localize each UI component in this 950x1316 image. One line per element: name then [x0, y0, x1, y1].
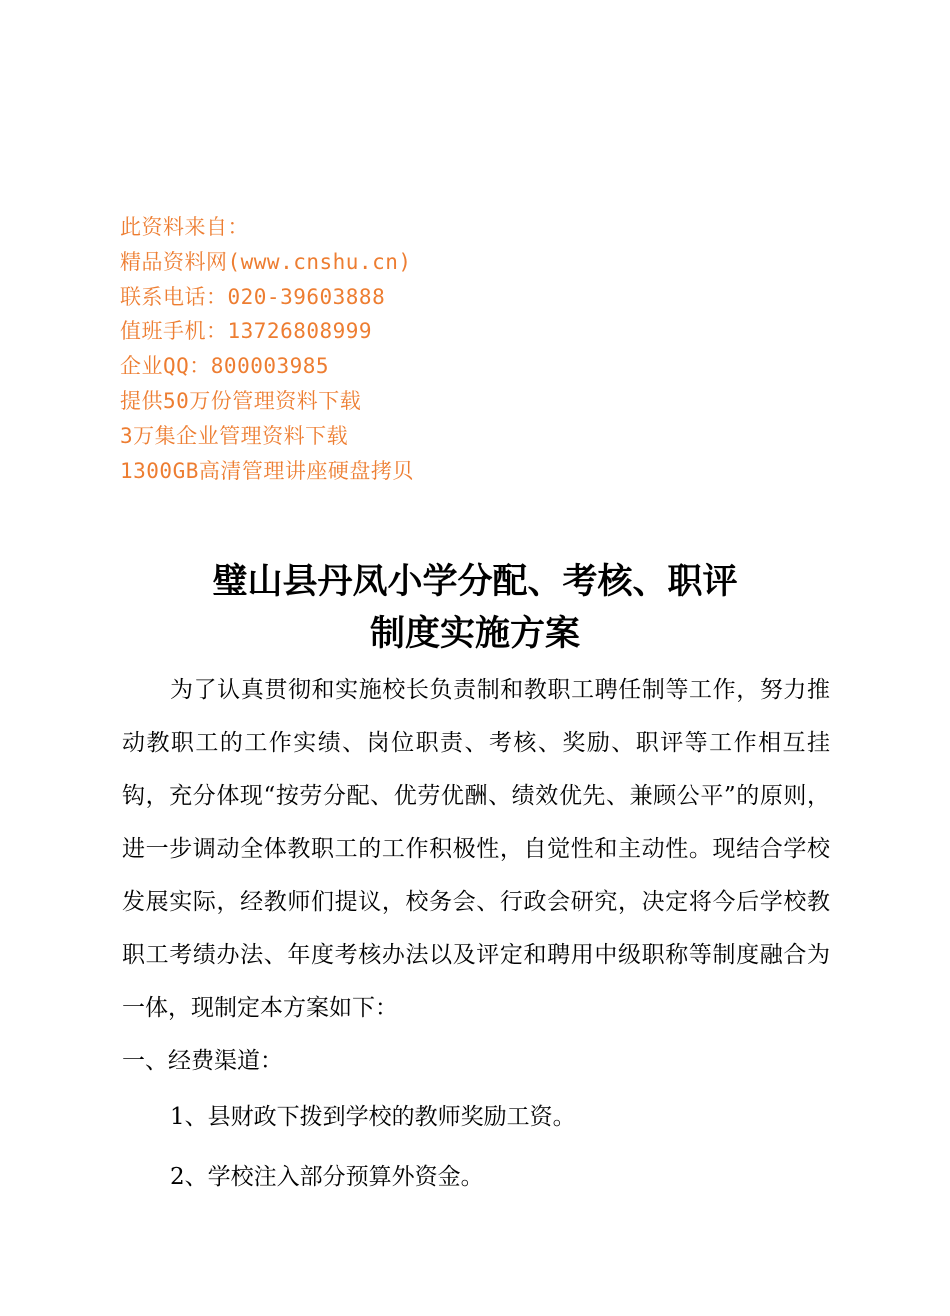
title-line-2: 制度实施方案: [369, 613, 580, 654]
source-line-website: 精品资料网(www.cnshu.cn): [120, 249, 412, 274]
section-heading-funding: 一、经费渠道：: [122, 1048, 283, 1074]
funding-item-1: 1、县财政下拨到学校的教师奖励工资。: [170, 1104, 576, 1130]
source-line-mobile: 值班手机：13726808999: [120, 319, 373, 344]
source-info-block: [120, 210, 820, 488]
title-line-1: 璧山县丹凤小学分配、考核、职评: [212, 561, 738, 602]
source-line-qq: 企业QQ：800003985: [120, 354, 330, 379]
document-title: [0, 556, 950, 660]
source-line-offer-1: 提供50万份管理资料下载: [120, 388, 362, 413]
funding-item-2: 2、学校注入部分预算外资金。: [170, 1164, 484, 1190]
source-line-phone: 联系电话：020-39603888: [120, 284, 386, 309]
source-line-offer-2: 3万集企业管理资料下载: [120, 423, 349, 448]
intro-paragraph: 为了认真贯彻和实施校长负责制和教职工聘任制等工作，努力推动教职工的工作实绩、岗位职责、考核、奖励、职评等工作相互挂钩，充分体现“按劳分配、优劳优酬、绩效优先、兼顾公平”的原则，进一步调动全体教职工的工作积极性，自觉性和主动性。现结合学校发展实际，经教师们提议，校务会、行政会研究，决定将今后学校教职工考绩办法、年度考核办法以及评定和聘用中级职称等制度融合为一体，现制定本方案如下：: [122, 677, 830, 1021]
source-line-offer-3: 1300GB高清管理讲座硬盘拷贝: [120, 458, 414, 483]
source-line-origin: 此资料来自：: [120, 215, 249, 239]
document-body: [122, 664, 830, 1204]
